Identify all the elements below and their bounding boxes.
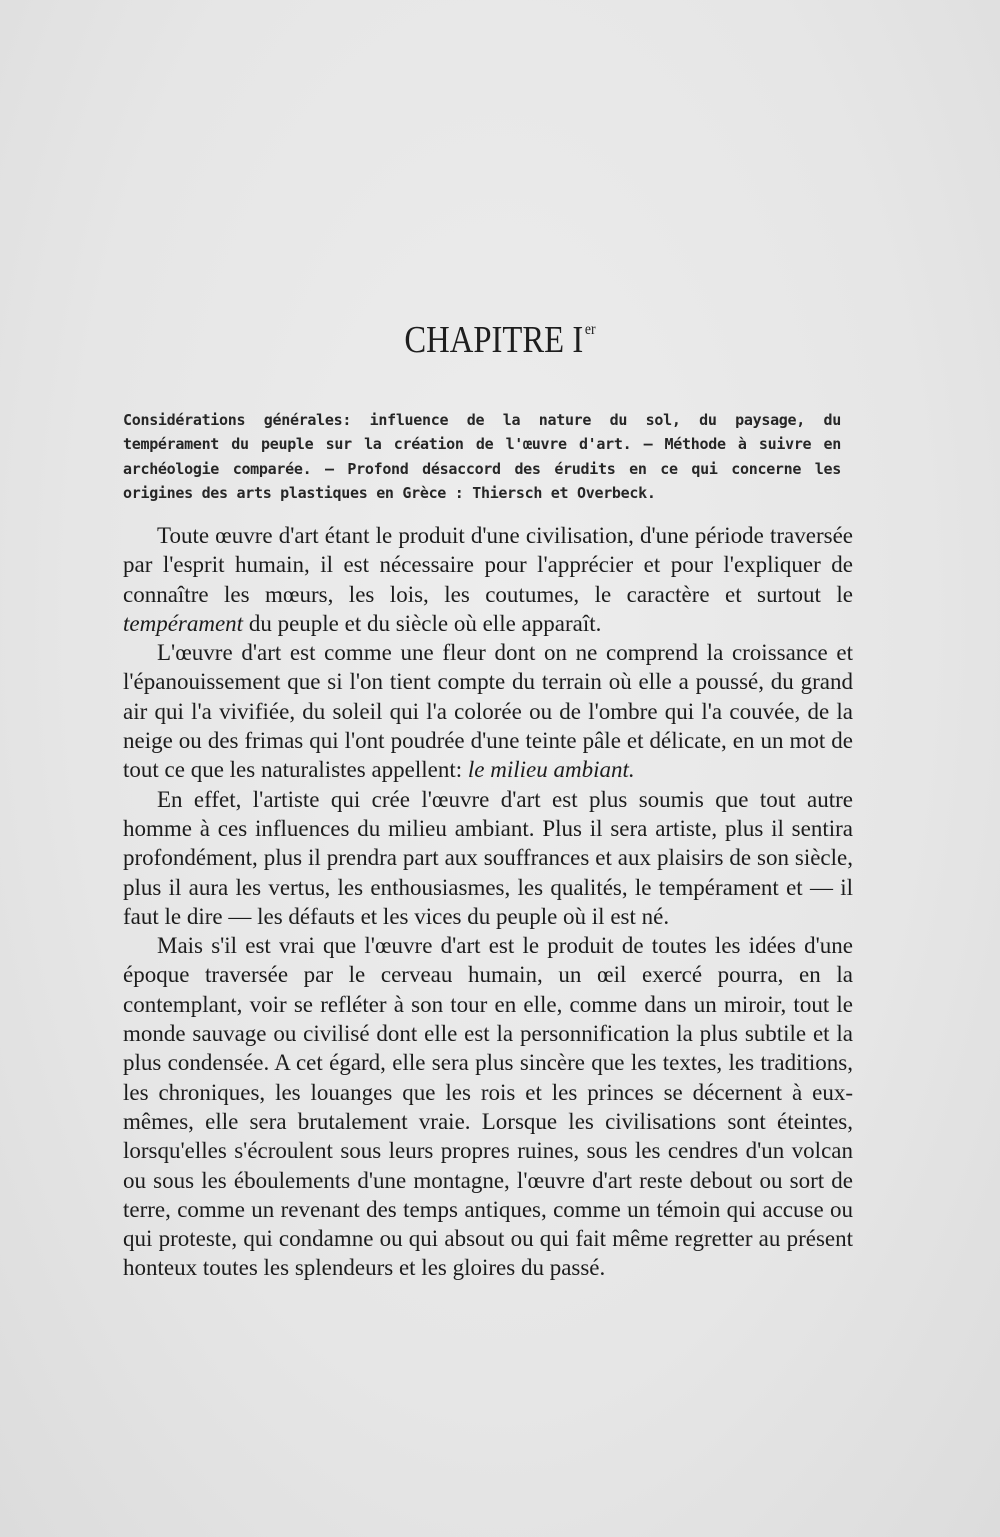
paragraph-2 bbox=[123, 638, 853, 784]
chapter-heading bbox=[70, 318, 930, 362]
paragraph-3: En effet, l'artiste qui crée l'œuvre d'art est plus soumis que tout autre homme à ces influences du milieu ambiant. Plus il sera artiste, plus il sentira profondément, plus il prendra part aux souffrances et aux plaisirs de son siècle, plus il aura les vertus, les enthousiasmes, les qualités, le tempérament et — il faut le dire — les défauts et les vices du peuple où il est né. bbox=[123, 786, 853, 929]
chapter-title-superscript: er bbox=[584, 321, 596, 338]
paragraph-1-text-a: Toute œuvre d'art étant le produit d'une civilisation, d'une période traversée par l'esprit humain, il est nécessaire pour l'apprécier et pour l'expliquer de connaître les mœurs, les lois, les coutumes, le caractère et surtout le bbox=[123, 523, 853, 607]
chapter-summary: Considérations générales: influence de la nature du sol, du paysage, du tempérament du peuple sur la création de l'œuvre d'art. — Méthode à suivre en archéologie comparée. — Profond désaccord des érudits en ce qui concerne les origines des arts plastiques en Grèce : Thiersch et Overbeck. bbox=[123, 411, 841, 503]
chapter-body bbox=[123, 521, 853, 1283]
paragraph-1-emphasis: tempérament bbox=[123, 610, 244, 636]
chapter-title-text: CHAPITRE I bbox=[404, 319, 584, 361]
paragraph-2-emphasis: le milieu ambiant. bbox=[467, 757, 635, 783]
paragraph-1 bbox=[123, 521, 853, 638]
paragraph-4: Mais s'il est vrai que l'œuvre d'art est le produit de toutes les idées d'une époque traversée par le cerveau humain, un œil exercé pourra, en la contemplant, voir se refléter à son tour en elle, comme dans un miroir, tout le monde sauvage ou civilisé dont elle est la personnification la plus subtile et la plus condensée. A cet égard, elle sera plus sincère que les textes, les traditions, les chroniques, les louanges que les rois et les princes se décernent à eux-mêmes, elle sera brutalement vraie. Lorsque les civilisations sont éteintes, lorsqu'elles s'écroulent sous leurs propres ruines, sous les cendres d'un volcan ou sous les éboulements d'une montagne, l'œuvre d'art reste debout ou sort de terre, comme un revenant des temps antiques, comme un témoin qui accuse ou qui proteste, qui condamne ou qui absout ou qui fait même regretter au présent honteux toutes les splendeurs et les gloires du passé. bbox=[123, 933, 853, 1281]
paragraph-2-text-a: L'œuvre d'art est comme une fleur dont on ne comprend la croissance et l'épanouissement que si l'on tient compte du terrain où elle a poussé, du grand air qui l'a vivifiée, du soleil qui l'a colorée ou de l'ombre qui l'a couvée, de la neige ou des frimas qui l'ont poudrée d'une teinte pâle et délicate, en un mot de tout ce que les naturalistes appellent: bbox=[123, 640, 853, 783]
paragraph-1-text-b: du peuple et du siècle où elle apparaît. bbox=[243, 610, 602, 636]
